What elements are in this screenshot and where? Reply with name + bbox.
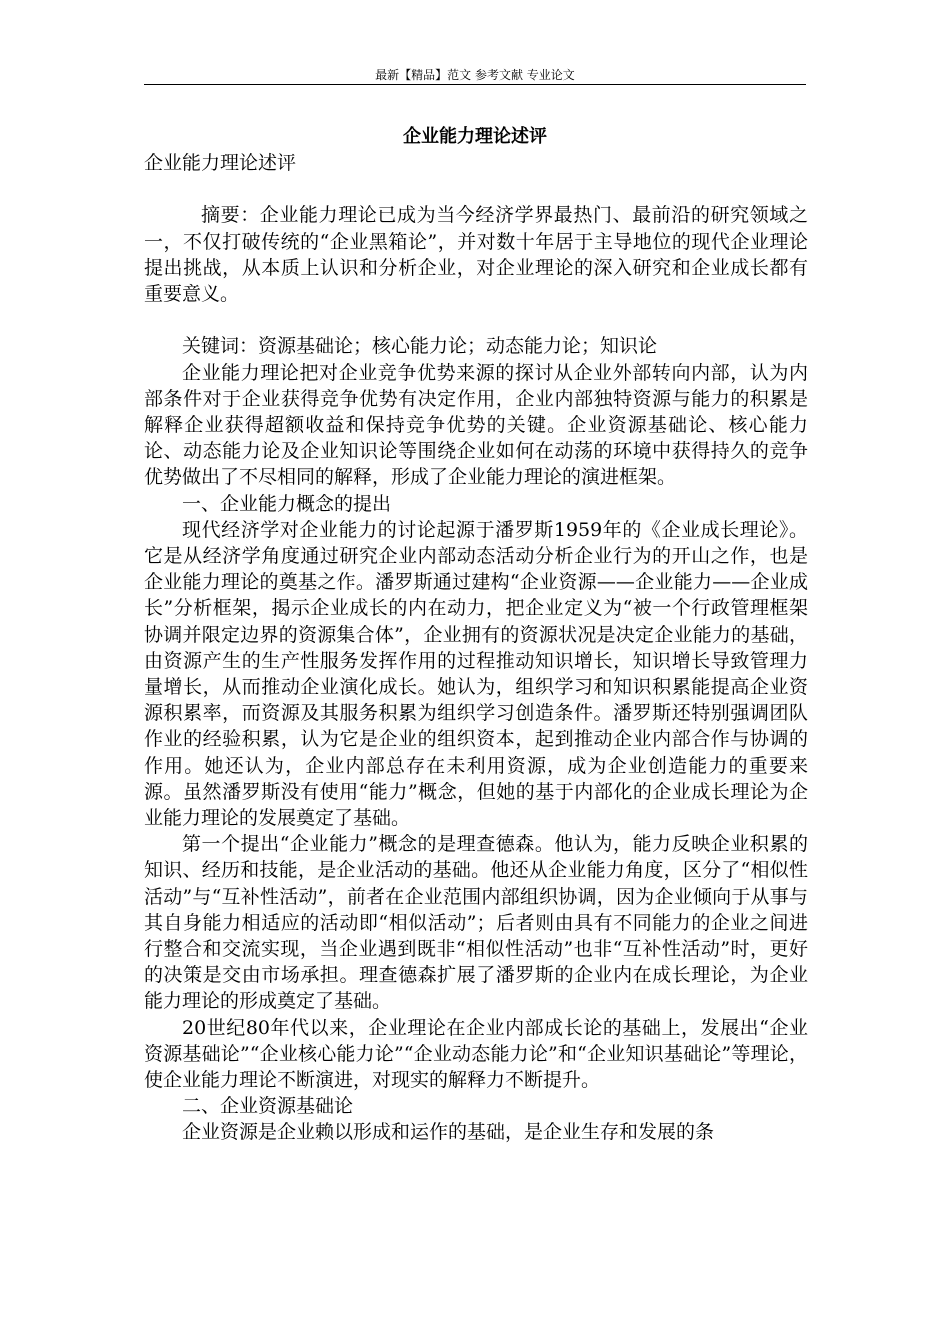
keywords-line: 关键词：资源基础论；核心能力论；动态能力论；知识论 xyxy=(182,335,658,358)
blank-line xyxy=(144,307,808,333)
section-heading: 二、企业资源基础论 xyxy=(182,1095,354,1118)
page-header: 最新【精品】范文 参考文献 专业论文 xyxy=(375,68,575,82)
abstract-paragraph: 摘要：企业能力理论已成为当今经济学界最热门、最前沿的研究领域之一，不仅打破传统的“企业黑箱论”，并对数十年居于主导地位的现代企业理论提出挑战，从本质上认识和分析企业，对企业理论的深入研究和企业成长都有重要意义。 xyxy=(144,204,808,305)
body-paragraph: 现代经济学对企业能力的讨论起源于潘罗斯1959年的《企业成长理论》。它是从经济学角度通过研究企业内部动态活动分析企业行为的开山之作，也是企业能力理论的奠基之作。潘罗斯通过建构“企业资源——企业能力——企业成长”分析框架，揭示企业成长的内在动力，把企业定义为“被一个行政管理框架协调并限定边界的资源集合体”，企业拥有的资源状况是决定企业能力的基础，由资源产生的生产性服务发挥作用的过程推动知识增长，知识增长导致管理力量增长，从而推动企业演化成长。她认为，组织学习和知识积累能提高企业资源积累率，而资源及其服务积累为组织学习创造条件。潘罗斯还特别强调团队作业的经验积累，认为它是企业的组织资本，起到推动企业内部合作与协调的作用。她还认为，企业内部总存在未利用资源，成为企业创造能力的重要来源。虽然潘罗斯没有使用“能力”概念，但她的基于内部化的企业成长理论为企业能力理论的发展奠定了基础。 xyxy=(144,518,808,830)
document-body xyxy=(144,150,808,1146)
body-paragraph: 企业能力理论把对企业竞争优势来源的探讨从企业外部转向内部，认为内部条件对于企业获得竞争优势有决定作用，企业内部独特资源与能力的积累是解释企业获得超额收益和保持竞争优势的关键。企业资源基础论、核心能力论、动态能力论及企业知识论等围绕企业如何在动荡的环境中获得持久的竞争优势做出了不尽相同的解释，形成了企业能力理论的演进框架。 xyxy=(144,361,808,489)
body-paragraph: 第一个提出“企业能力”概念的是理查德森。他认为，能力反映企业积累的知识、经历和技能，是企业活动的基础。他还从企业能力角度，区分了“相似性活动”与“互补性活动”，前者在企业范围内部组织协调，因为企业倾向于从事与其自身能力相适应的活动即“相似活动”；后者则由具有不同能力的企业之间进行整合和交流实现，当企业遇到既非“相似性活动”也非“互补性活动”时，更好的决策是交由市场承担。理查德森扩展了潘罗斯的企业内在成长理论，为企业能力理论的形成奠定了基础。 xyxy=(144,833,808,1013)
body-paragraph: 企业资源是企业赖以形成和运作的基础，是企业生存和发展的条 xyxy=(182,1121,715,1144)
blank-line xyxy=(144,176,808,202)
section-heading: 一、企业能力概念的提出 xyxy=(182,492,392,515)
document-subtitle: 企业能力理论述评 xyxy=(144,152,297,174)
document-title: 企业能力理论述评 xyxy=(403,126,547,147)
body-paragraph: 20世纪80年代以来，企业理论在企业内部成长论的基础上，发展出“企业资源基础论”“企业核心能力论”“企业动态能力论”和“企业知识基础论”等理论，使企业能力理论不断演进，对现实的解释力不断提升。 xyxy=(144,1016,808,1092)
header-divider xyxy=(144,84,806,85)
